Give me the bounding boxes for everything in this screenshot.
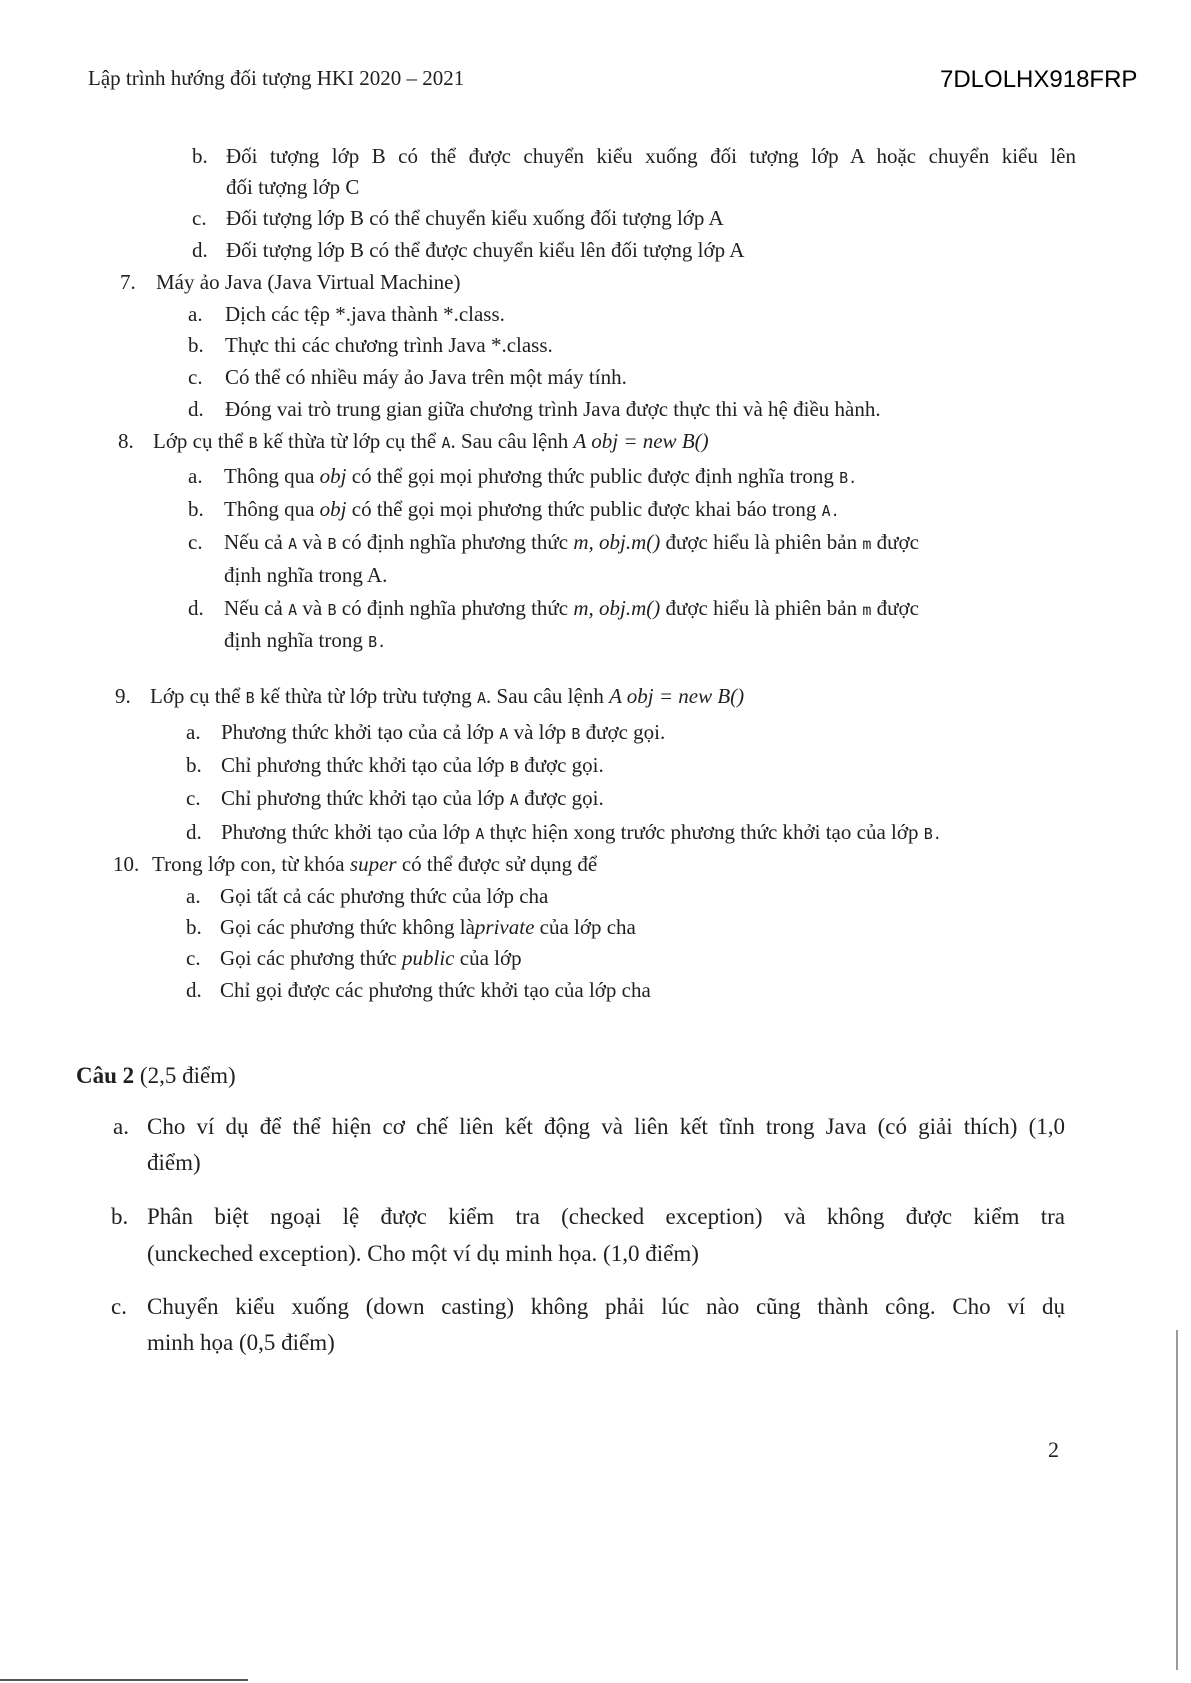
q8-option-b [224,497,840,522]
q8-d-method: m, obj.m() [573,596,661,620]
q9-b-class-b: B [509,758,519,776]
q8-statement: A obj = new B() [573,429,709,453]
q8-b-end: A. [821,502,840,520]
cau2-c-line1: Chuyển kiểu xuống (down casting) không phải lúc nào cũng thành công. Cho ví dụ [147,1294,1065,1319]
q9-a-part2: và lớp [513,720,567,744]
scan-edge-bottom [0,1679,248,1681]
cau2-a-line1: Cho ví dụ để thể hiện cơ chế liên kết động và liên kết tĩnh trong Java (có giải thích) (1,0 [147,1114,1065,1139]
q8-d-end: B. [368,633,387,651]
q9-option-c-letter: c. [186,786,201,810]
q9-class-a: A [477,689,487,707]
q8-class-b: B [248,434,258,452]
q8-a-part1: Thông qua [224,464,315,488]
q7-option-d: Đóng vai trò trung gian giữa chương trình Java được thực thi và hệ điều hành. [225,397,881,421]
q9-option-d-letter: d. [186,820,202,844]
q6-option-b-line1: Đối tượng lớp B có thể được chuyển kiểu xuống đối tượng lớp A hoặc chuyển kiểu lên [226,144,1076,168]
q8-c-part1: Nếu cả [224,530,283,554]
q8-d-class-b: B [327,601,337,619]
q10-number: 10. [113,852,140,876]
q6-option-d: Đối tượng lớp B có thể được chuyển kiểu lên đối tượng lớp A [226,238,745,262]
cau2-b-letter: b. [111,1204,129,1229]
q9-number: 9. [115,684,131,708]
q8-d-part2: và [302,596,323,620]
q9-c-class-a: A [509,791,519,809]
q8-option-c-line1 [224,530,919,555]
q8-b-part2: có thể gọi mọi phương thức public được khai báo trong [351,497,817,521]
q9-stem [150,684,744,709]
q9-stem-part1: Lớp cụ thể [150,684,241,708]
q10-b-part2: của lớp cha [539,915,636,939]
q9-d-class-a: A [475,825,485,843]
q8-d-class-a: A [288,601,298,619]
q9-c-part1: Chỉ phương thức khởi tạo của lớp [221,786,505,810]
q9-statement: A obj = new B() [609,684,745,708]
q8-stem-part1: Lớp cụ thể [153,429,244,453]
q10-c-part2: của lớp [459,946,522,970]
cau2-a-letter: a. [113,1114,129,1139]
q8-d-line2-text: định nghĩa trong [224,628,363,652]
q9-a-part1: Phương thức khởi tạo của cả lớp [221,720,495,744]
q8-class-a: A [441,434,451,452]
q7-number: 7. [120,270,136,294]
q8-option-c-line2: định nghĩa trong A. [224,563,388,587]
q9-class-b: B [245,689,255,707]
q9-d-part1: Phương thức khởi tạo của lớp [221,820,471,844]
q8-number: 8. [118,429,134,453]
q10-option-a-letter: a. [186,884,201,908]
q9-b-part1: Chỉ phương thức khởi tạo của lớp [221,753,505,777]
q8-c-class-a: A [288,535,298,553]
q8-d-part1: Nếu cả [224,596,283,620]
page-number: 2 [1048,1437,1059,1462]
scan-edge-right [1176,1330,1178,1670]
q7-option-c: Có thể có nhiều máy ảo Java trên một máy tính. [225,365,627,389]
q10-stem [152,852,597,877]
q8-stem-part3: . Sau câu lệnh [450,429,569,453]
q10-option-a: Gọi tất cả các phương thức của lớp cha [220,884,549,908]
cau2-a-line2: điểm) [147,1150,201,1175]
q8-b-obj: obj [319,497,347,521]
q8-a-obj: obj [319,464,347,488]
q10-option-c-letter: c. [186,946,201,970]
q10-b-part1: Gọi các phương thức không là [220,915,475,939]
cau2-points: (2,5 điểm) [139,1063,236,1088]
q8-c-m: m [862,535,872,553]
cau2-heading [76,1063,236,1089]
q8-d-part5: được [876,596,919,620]
q10-b-keyword: private [474,915,535,939]
q10-option-b-letter: b. [186,915,202,939]
q8-stem-part2: kế thừa từ lớp cụ thể [262,429,437,453]
q9-option-d [221,820,942,845]
q8-option-d-line2 [224,628,386,653]
q8-option-a-letter: a. [188,464,203,488]
q9-stem-part2: kế thừa từ lớp trừu tượng [259,684,472,708]
q10-option-c [220,946,522,971]
q8-c-part5: được [876,530,919,554]
q8-option-c-letter: c. [188,530,203,554]
cau2-b-line1: Phân biệt ngoại lệ được kiểm tra (checked exception) và không được kiểm tra [147,1204,1065,1229]
q7-option-d-letter: d. [188,397,204,421]
q10-option-d-letter: d. [186,978,202,1002]
q8-option-d-letter: d. [188,596,204,620]
q9-option-c [221,786,604,811]
q10-c-part1: Gọi các phương thức [220,946,397,970]
q8-c-method: m, obj.m() [573,530,661,554]
q7-option-a-letter: a. [188,302,203,326]
cau2-b-line2: (unckeched exception). Cho một ví dụ minh họa. (1,0 điểm) [147,1241,699,1266]
q10-option-d: Chỉ gọi được các phương thức khởi tạo của lớp cha [220,978,651,1002]
q8-b-part1: Thông qua [224,497,315,521]
q8-d-part3: có định nghĩa phương thức [341,596,569,620]
q8-d-m: m [862,601,872,619]
q10-stem-part1: Trong lớp con, từ khóa [152,852,345,876]
q9-option-b [221,753,604,778]
cau2-c-letter: c. [111,1294,127,1319]
q7-option-a: Dịch các tệp *.java thành *.class. [225,302,505,326]
q9-d-part2: thực hiện xong trước phương thức khởi tạo của lớp [489,820,919,844]
q10-c-keyword: public [402,946,455,970]
q6-option-b-letter: b. [192,144,208,168]
q7-option-b: Thực thi các chương trình Java *.class. [225,333,553,357]
q8-option-d-line1 [224,596,919,621]
q8-option-b-letter: b. [188,497,204,521]
q9-a-part3: được gọi. [585,720,666,744]
q9-a-class-b: B [571,725,581,743]
q7-option-c-letter: c. [188,365,203,389]
q9-stem-part3: . Sau câu lệnh [486,684,604,708]
q6-option-c-letter: c. [192,206,207,230]
q9-option-b-letter: b. [186,753,202,777]
q8-c-part2: và [302,530,323,554]
q8-c-part3: có định nghĩa phương thức [341,530,569,554]
q10-stem-part2: có thể được sử dụng để [401,852,598,876]
q9-b-part2: được gọi. [524,753,604,777]
header-code: 7DLOLHX918FRP [940,66,1138,93]
q9-c-part2: được gọi. [524,786,604,810]
q6-option-d-letter: d. [192,238,208,262]
q10-keyword-super: super [349,852,397,876]
q8-stem [153,429,709,454]
cau2-c-line2: minh họa (0,5 điểm) [147,1330,335,1355]
q8-d-part4: được hiểu là phiên bản [665,596,858,620]
q8-a-end: B. [839,469,858,487]
q8-option-a [224,464,857,489]
q10-option-b [220,915,636,940]
q7-option-b-letter: b. [188,333,204,357]
header-course: Lập trình hướng đối tượng HKI 2020 – 2021 [88,66,465,90]
q7-stem: Máy ảo Java (Java Virtual Machine) [156,270,461,294]
q9-d-end: B. [923,825,942,843]
q9-option-a-letter: a. [186,720,201,744]
cau2-title: Câu 2 [76,1063,135,1088]
q8-a-part2: có thể gọi mọi phương thức public được định nghĩa trong [351,464,834,488]
q9-option-a [221,720,665,745]
q8-c-class-b: B [327,535,337,553]
q6-option-b-line2: đối tượng lớp C [226,175,360,199]
q6-option-c: Đối tượng lớp B có thể chuyển kiểu xuống đối tượng lớp A [226,206,724,230]
q8-c-part4: được hiểu là phiên bản [665,530,858,554]
q9-a-class-a: A [499,725,509,743]
